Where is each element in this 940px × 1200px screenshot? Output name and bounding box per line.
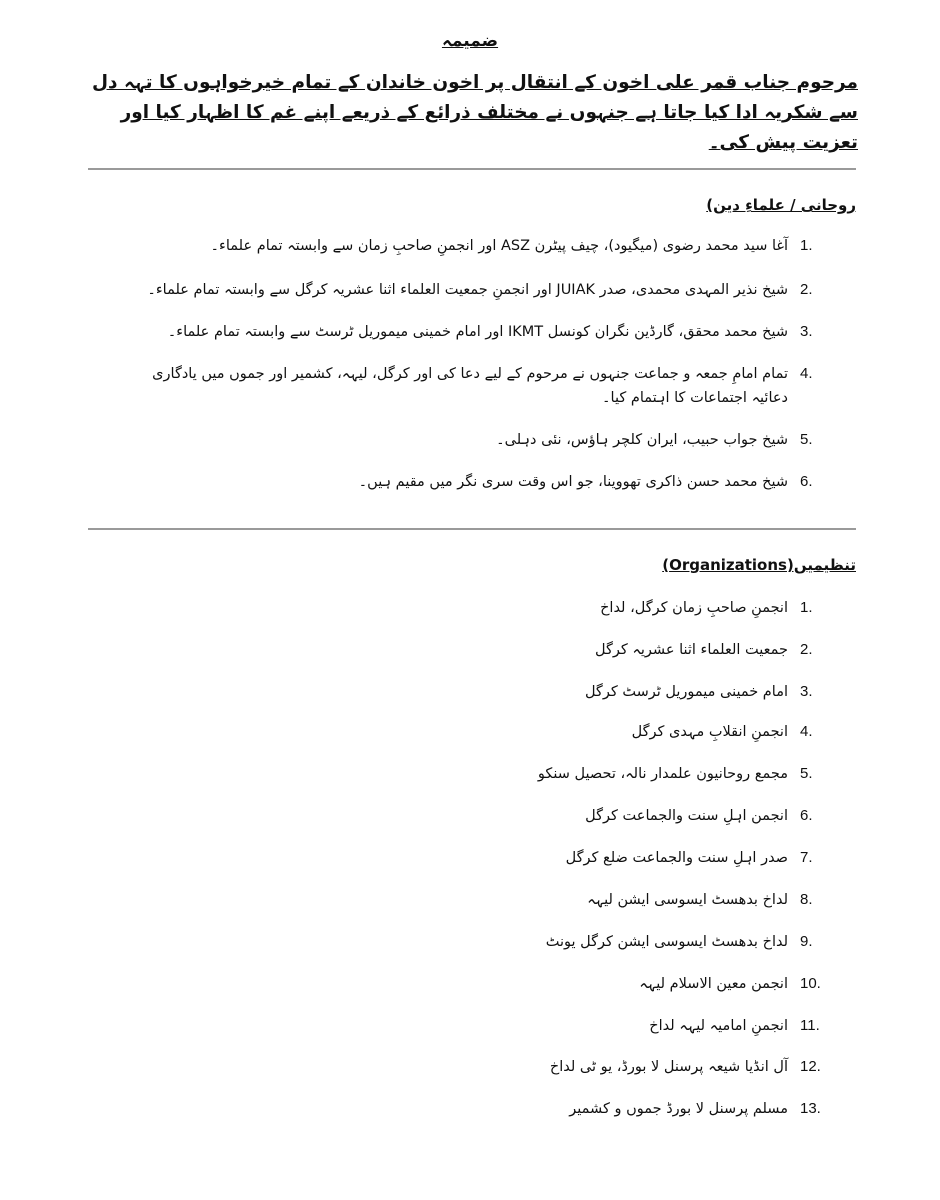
list-item: [120, 470, 840, 494]
list-item: [120, 596, 840, 620]
list-item: [120, 972, 840, 996]
list-item: [120, 680, 840, 704]
organization-item-text: آل انڈیا شیعہ پرسنل لا بورڈ، یو ٹی لداخ: [549, 1059, 788, 1075]
clergy-item-number: 2.: [800, 281, 813, 298]
organization-item-number: 7.: [800, 849, 813, 866]
organization-item-number: 8.: [800, 891, 813, 908]
organization-item-number: 6.: [800, 807, 813, 824]
clergy-item-number: 6.: [800, 473, 813, 490]
list-item: [120, 278, 840, 302]
organizations-heading: تنظیمیں(Organizations): [662, 556, 856, 574]
organization-item-text: انجمنِ انقلابِ مہدی کرگل: [631, 724, 788, 740]
organization-item-text: انجمنِ صاحبِ زمان کرگل، لداخ: [600, 600, 788, 616]
clergy-item-number: 4.: [800, 365, 813, 382]
list-item: [120, 1097, 840, 1121]
clergy-item-text: شیخ محمد حسن ذاکری تھووینا، جو اس وقت سری نگر میں مقیم ہیں۔: [358, 474, 788, 490]
list-item: [120, 1055, 840, 1079]
organization-item-number: 9.: [800, 933, 813, 950]
clergy-heading: روحانی / علماءِ دین): [706, 196, 856, 214]
organization-item-text: لداخ بدھسٹ ایسوسی ایشن کرگل یونٹ: [545, 934, 788, 950]
organization-item-number: 1.: [800, 599, 813, 616]
clergy-item-text: شیخ محمد محقق، گارڈین نگران کونسل IKMT اور امام خمینی میموریل ٹرسٹ سے وابستہ تمام علماء۔: [167, 324, 788, 340]
organization-item-text: مسلم پرسنل لا بورڈ جموں و کشمیر: [569, 1101, 788, 1117]
list-item: [120, 362, 840, 410]
list-item: [120, 804, 840, 828]
organization-item-text: انجمن اہلِ سنت والجماعت کرگل: [585, 808, 788, 824]
organization-item-number: 12.: [800, 1058, 821, 1075]
divider-top: [88, 168, 856, 170]
organization-item-text: لداخ بدھسٹ ایسوسی ایشن لیہہ: [587, 892, 788, 908]
organization-item-number: 13.: [800, 1100, 821, 1117]
organization-item-number: 3.: [800, 683, 813, 700]
clergy-item-number: 3.: [800, 323, 813, 340]
organization-item-number: 2.: [800, 641, 813, 658]
organization-item-number: 4.: [800, 723, 813, 740]
organization-item-text: جمعیت العلماء اثنا عشریہ کرگل: [594, 642, 788, 658]
organization-item-text: صدر اہلِ سنت والجماعت ضلع کرگل: [565, 850, 788, 866]
list-item: [120, 846, 840, 870]
clergy-item-number: 5.: [800, 431, 813, 448]
organization-item-number: 10.: [800, 975, 821, 992]
list-item: [120, 1014, 840, 1038]
clergy-item-text: تمام امامِ جمعہ و جماعت جنہوں نے مرحوم کے لیے دعا کی اور کرگل، لیہہ، کشمیر اور جموں میں یادگاری دعائیہ اجتماعات کا اہتمام کیا۔: [152, 366, 788, 406]
clergy-item-number: 1.: [800, 237, 813, 254]
organization-item-text: انجمنِ امامیہ لیہہ لداخ: [649, 1018, 788, 1034]
list-item: [120, 638, 840, 662]
list-item: [120, 762, 840, 786]
list-item: [120, 888, 840, 912]
organization-item-number: 11.: [800, 1017, 820, 1034]
clergy-item-text: آغا سید محمد رضوی (میگیود)، چیف پیٹرن ASZ اور انجمنِ صاحبِ زمان سے وابستہ تمام علماء۔: [210, 238, 788, 254]
clergy-item-text: شیخ نذیر المہدی محمدی، صدر JUIAK اور انجمنِ جمعیت العلماء اثنا عشریہ کرگل سے وابستہ تمام علماء۔: [147, 282, 788, 298]
organization-item-number: 5.: [800, 765, 813, 782]
organization-item-text: امام خمینی میموریل ٹرسٹ کرگل: [584, 684, 788, 700]
organization-item-text: مجمع روحانیون علمدار نالہ، تحصیل سنکو: [537, 766, 788, 782]
list-item: [120, 720, 840, 744]
list-item: [120, 428, 840, 452]
intro-paragraph: مرحوم جناب قمر علی اخون کے انتقال پر اخون خاندان کے تمام خیرخواہوں کا تہہ دل سے شکریہ ادا کیا جاتا ہے جنہوں نے مختلف ذرائع کے ذریعے اپنے غم کا اظہار کیا اور تعزیت پیش کی۔: [91, 72, 858, 153]
annex-title: ضمیمہ: [441, 31, 499, 51]
clergy-item-text: شیخ جواب حبیب، ایران کلچر ہاؤس، نئی دہلی۔: [496, 432, 788, 448]
list-item: [120, 930, 840, 954]
divider-middle: [88, 528, 856, 530]
organization-item-text: انجمن معین الاسلام لیہہ: [639, 976, 788, 992]
list-item: [120, 234, 840, 258]
list-item: [120, 320, 840, 344]
